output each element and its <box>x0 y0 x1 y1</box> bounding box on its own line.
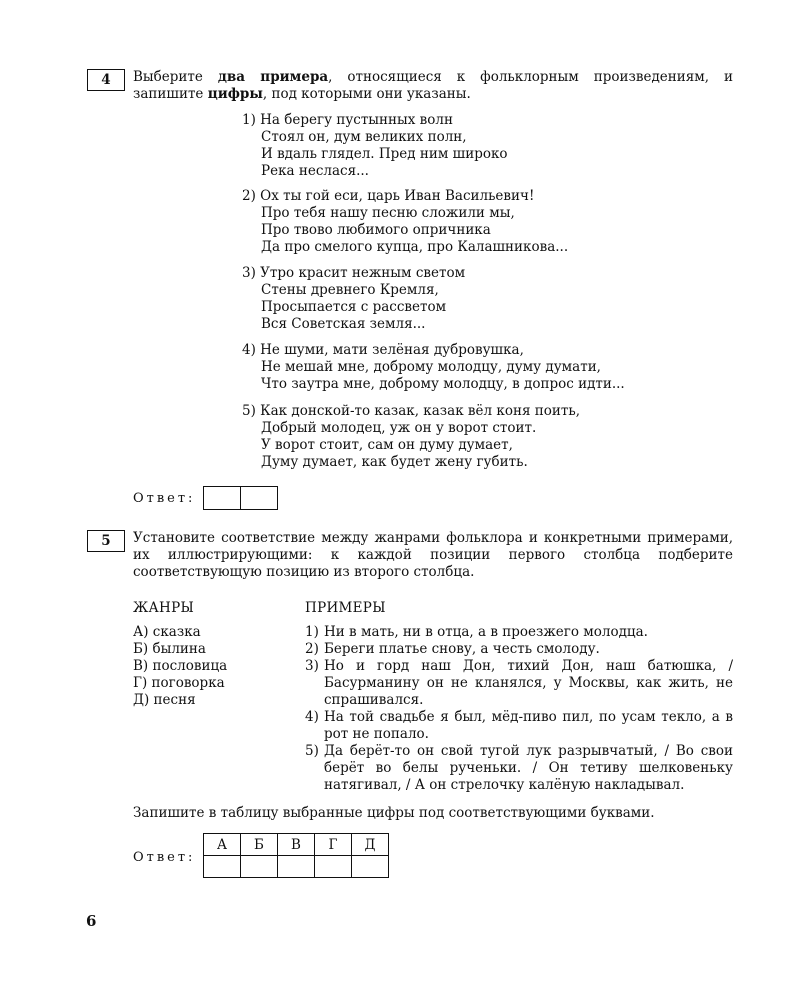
examples-list <box>305 624 733 794</box>
answer-cell-a[interactable] <box>204 856 241 878</box>
q4-answer-cell-1[interactable] <box>204 487 241 509</box>
table-header-b: Б <box>241 834 278 856</box>
genre-item: А) сказка <box>133 624 201 640</box>
q4-option-1: 1) На берегу пустынных волн Стоял он, дум великих полн, И вдаль глядел. Пред ним широко Река неслася... <box>242 112 508 179</box>
genre-item: Г) поговорка <box>133 675 225 691</box>
q5-answer-table <box>203 833 389 878</box>
example-item: 4) На той свадьбе я был, мёд-пиво пил, по усам текло, а в рот не попало. <box>305 709 733 742</box>
answer-cell-g[interactable] <box>315 856 352 878</box>
table-header-d: Д <box>352 834 389 856</box>
example-item: 2) Береги платье снову, а честь смолоду. <box>305 641 600 657</box>
q4-option-3: 3) Утро красит нежным светом Стены древнего Кремля, Просыпается с рассветом Вся Советская земля... <box>242 265 466 332</box>
genre-item: Б) былина <box>133 641 206 657</box>
examples-header: ПРИМЕРЫ <box>305 600 386 616</box>
q5-answer-label: Ответ: <box>133 850 196 865</box>
q4-option-4: 4) Не шуми, мати зелёная дубровушка, Не мешай мне, доброму молодцу, думу думати, Что заутра мне, доброму молодцу, в допрос идти... <box>242 342 625 392</box>
page-number: 6 <box>86 912 97 930</box>
q4-option-5: 5) Как донской-то казак, казак вёл коня поить, Добрый молодец, уж он у ворот стоит. У ворот стоит, сам он думу думает, Думу думает, как будет жену губить. <box>242 403 580 470</box>
genre-item: Д) песня <box>133 692 196 708</box>
genre-item: В) пословица <box>133 658 228 674</box>
example-item: 1) Ни в мать, ни в отца, а в проезжего молодца. <box>305 624 648 640</box>
q4-answer-label: Ответ: <box>133 491 196 506</box>
example-item: 5) Да берёт-то он свой тугой лук разрывчатый, / Во свои берёт во белы рученьки. / Он тетиву шелковеньку натягивал, / А он стрелочку калёную накладывал. <box>305 743 733 793</box>
genres-header: ЖАНРЫ <box>133 600 195 616</box>
question-5-number: 5 <box>87 530 125 552</box>
example-item: 3) Но и горд наш Дон, тихий Дон, наш батюшка, / Басурманину он не кланялся, у Москвы, как жить, не спрашивался. <box>305 658 733 708</box>
question-4-text: Выберите два примера, относящиеся к фольклорным произведениям, и запишите цифры, под которыми они указаны. <box>133 69 733 102</box>
genres-list <box>133 624 227 709</box>
q4-answer-cells[interactable] <box>203 486 278 510</box>
question-5-text: Установите соответствие между жанрами фольклора и конкретными примерами, их иллюстрирующими: к каждой позиции первого столбца подберите соответствующую позицию из второго столбца. <box>133 530 733 580</box>
table-header-a: А <box>204 834 241 856</box>
answer-cell-d[interactable] <box>352 856 389 878</box>
answer-cell-b[interactable] <box>241 856 278 878</box>
q4-answer-cell-2[interactable] <box>241 487 277 509</box>
table-header-v: В <box>278 834 315 856</box>
table-header-g: Г <box>315 834 352 856</box>
answer-cell-v[interactable] <box>278 856 315 878</box>
q5-instruction: Запишите в таблицу выбранные цифры под соответствующими буквами. <box>133 805 655 821</box>
question-4-number: 4 <box>87 69 125 91</box>
q4-option-2: 2) Ох ты гой еси, царь Иван Васильевич! Про тебя нашу песню сложили мы, Про твово любимого опричника Да про смелого купца, про Калашникова... <box>242 188 569 255</box>
